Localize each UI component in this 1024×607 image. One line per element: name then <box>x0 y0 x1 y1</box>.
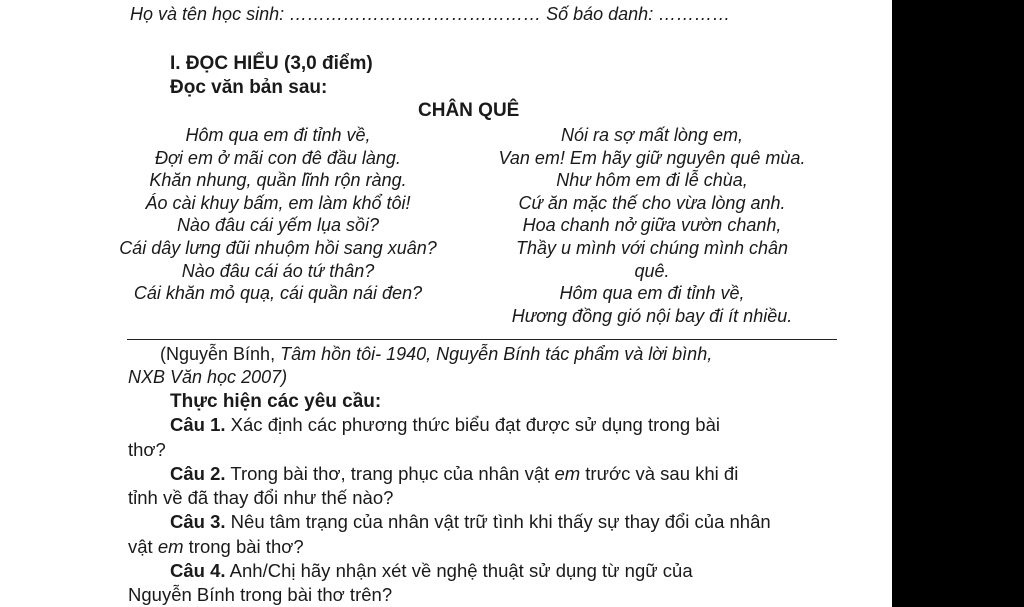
question-2-text-a: Trong bài thơ, trang phục của nhân vật <box>225 463 555 484</box>
poem-line: Áo cài khuy bấm, em làm khổ tôi! <box>145 192 411 213</box>
poem-line: Nào đâu cái áo tứ thân? <box>181 260 375 281</box>
question-3-cont-b: trong bài thơ? <box>183 536 304 557</box>
poem-line: Khăn nhung, quần lĩnh rộn ràng. <box>149 170 407 191</box>
poem-line: Đợi em ở mãi con đê đầu làng. <box>155 147 401 168</box>
source-author: (Nguyễn Bính, <box>160 344 281 364</box>
poem-line: Như hôm em đi lễ chùa, <box>556 170 748 191</box>
poem-line: Cái dây lưng đũi nhuộm hồi sang xuân? <box>119 237 437 258</box>
poem-line: quê. <box>634 260 670 281</box>
student-name-blank: …………………………………… <box>289 4 542 24</box>
question-2-text-b: trước và sau khi đi <box>580 463 739 484</box>
student-info-line <box>130 4 730 25</box>
question-3-text: Nêu tâm trạng của nhân vật trữ tình khi thấy sự thay đổi của nhân <box>225 511 771 532</box>
poem-line: Hôm qua em đi tỉnh về, <box>559 283 745 304</box>
source-work: Tâm hồn tôi- 1940, Nguyễn Bính tác phẩm và lời bình, <box>280 344 713 364</box>
source-citation-line-2: NXB Văn học 2007) <box>128 367 288 387</box>
candidate-number-blank: ………… <box>658 4 731 24</box>
student-name-label: Họ và tên học sinh: <box>130 4 290 24</box>
question-4-continued: Nguyễn Bính trong bài thơ trên? <box>128 584 393 605</box>
question-2-label: Câu 2. <box>170 463 226 484</box>
poem-line: Cái khăn mỏ quạ, cái quần nái đen? <box>133 283 423 304</box>
question-2-em: em <box>554 463 581 484</box>
question-3-cont-a: vật <box>128 536 158 557</box>
poem-line: Hôm qua em đi tỉnh về, <box>185 125 371 145</box>
poem-line: Nói ra sợ mất lòng em, <box>561 125 743 145</box>
question-3-em: em <box>157 536 184 557</box>
poem-line: Van em! Em hãy giữ nguyên quê mùa. <box>498 147 806 168</box>
question-4 <box>170 560 693 582</box>
reading-instruction: Đọc văn bản sau: <box>170 77 328 98</box>
question-2-continued: tỉnh về đã thay đổi như thế nào? <box>128 487 394 508</box>
question-1-continued: thơ? <box>128 439 166 460</box>
poem-left-column <box>88 124 468 305</box>
poem-line: Thầy u mình với chúng mình chân <box>515 237 789 258</box>
poem-title: CHÂN QUÊ <box>418 100 520 121</box>
section-heading: I. ĐỌC HIỂU (3,0 điểm) <box>170 53 373 74</box>
source-citation-line-1 <box>160 344 712 365</box>
poem-right-column <box>462 124 842 327</box>
question-3 <box>170 511 771 533</box>
question-1 <box>170 414 720 436</box>
black-side-panel <box>892 0 1024 607</box>
poem-line: Hoa chanh nở giữa vườn chanh, <box>522 215 782 236</box>
question-3-continued <box>128 536 304 558</box>
tasks-heading: Thực hiện các yêu cầu: <box>170 391 382 412</box>
poem-line: Hương đồng gió nội bay đi ít nhiều. <box>511 305 793 326</box>
question-4-label: Câu 4. <box>170 560 226 581</box>
question-2 <box>170 463 738 485</box>
poem-line: Cứ ăn mặc thế cho vừa lòng anh. <box>518 192 786 213</box>
question-4-text: Anh/Chị hãy nhận xét về nghệ thuật sử dụng từ ngữ của <box>225 560 693 581</box>
question-1-label: Câu 1. <box>170 414 226 435</box>
question-3-label: Câu 3. <box>170 511 226 532</box>
poem-line: Nào đâu cái yếm lụa sồi? <box>176 215 380 236</box>
horizontal-divider <box>127 339 837 340</box>
question-1-text: Xác định các phương thức biểu đạt được sử dụng trong bài <box>225 414 720 435</box>
candidate-number-label: Số báo danh: <box>541 4 659 24</box>
